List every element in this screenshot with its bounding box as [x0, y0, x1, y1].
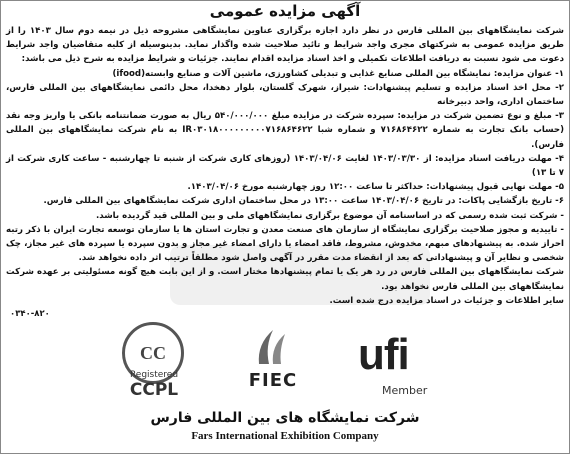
- item-6-opening-date: ۶- تاریخ بازگشایی پاکات: در تاریخ ۱۴۰۳/۰۴/۰۶ ساعت ۱۳:۰۰ در محل ساختمان اداری شرکت نمایشگاههای بین المللی فارس.: [43, 196, 564, 207]
- fiec-logo: [228, 320, 318, 404]
- more-info-note: سایر اطلاعات و جزئیات در اسناد مزایده درج شده است.: [329, 295, 564, 306]
- item-5-final-deadline: ۵- مهلت نهایی قبول پیشنهادات: حداکثر تا ساعت ۱۲:۰۰ روز چهارشنبه مورخ ۱۴۰۳/۰۴/۰۶.: [187, 182, 564, 193]
- reference-number: ۰۳۴۰-۸۲۰: [10, 309, 50, 319]
- condition-registration: - شرکت ثبت شده رسمی که در اساسنامه آن موضوع برگزاری نمایشگاههای ملی و بین المللی قید گردیده باشد.: [95, 210, 564, 221]
- item-4-documents-deadline: ۴- مهلت دریافت اسناد مزایده: از ۱۴۰۳/۰۳/۳۰ لغایت ۱۴۰۳/۰۴/۰۶ (روزهای کاری شرکت از شنبه تا چهارشنبه - ساعت کاری شرکت از ۷ تا ۱۳): [6, 153, 564, 179]
- item-2-location: ۲- محل اخذ اسناد مزایده و تسلیم پیشنهادات: شیراز، شهرک گلستان، بلوار دهخدا، محل دائمی نمایشگاههای بین المللی فارس، ساختمان اداری، واحد دبیرخانه: [6, 82, 564, 108]
- ccpl-registered-label: Registered: [129, 370, 179, 380]
- ufi-name: ufi: [358, 330, 409, 379]
- ufi-logo: [348, 320, 448, 404]
- item-1-title: ۱- عنوان مزایده: نمایشگاه بین المللی صنایع غذایی و تبدیلی کشاورزی، ماشین آلات و صنایع وابسته(ifood): [112, 68, 564, 79]
- company-name-en: Fars International Exhibition Company: [191, 430, 379, 442]
- ccpl-logo: [110, 320, 198, 404]
- condition-license: - تاییدیه و مجوز صلاحیت برگزاری نمایشگاه از سازمان های صنعت معدن و تجارت استان ها یا سازمان توسعه تجارت ایران با ذکر رتبه احراز شده. به پیشنهادهای مبهم، مخدوش، مشروط، فاقد امضاء یا دارای امضاء غیر مجاز و بدون سپرده یا سپرده های غیر مجاز، چک شخصی و نظایر آن و پیشنهاداتی که بعد از انقضاء مدت مقرر در آگهی واصل شود مطلقاً ترتیب اثر داده نخواهد شد.: [6, 224, 564, 264]
- intro-paragraph: شرکت نمایشگاههای بین المللی فارس در نظر دارد اجازه برگزاری عناوین نمایشگاهی مشروحه ذیل در نیمه دوم سال ۱۴۰۳ را از طریق مزایده عمومی به شرکتهای مجری واجد شرایط و تائید صلاحیت شده واگذار نماید. بدینوسیله از کلیه متقاضیان واجد شرایط دعوت می شود نسبت به دریافت اطلاعات تکمیلی و اخذ اسناد مزایده اقدام نمایند. جزئیات و شرایط مزایده به شرح ذیل می باشد:: [6, 26, 564, 65]
- logos-row: [110, 320, 460, 404]
- ufi-member-label: Member: [382, 384, 428, 397]
- ccpl-name: CCPL: [129, 380, 179, 400]
- rejection-note: شرکت نمایشگاههای بین المللی فارس در رد هر یک یا تمام پیشنهادها مختار است. و از این بابت هیچ گونه مسئولیتی بر عهده شرکت نمایشگاههای بین المللی فارس نخواهد بود.: [6, 267, 564, 292]
- ad-body: [6, 24, 564, 308]
- fiec-mark-icon: [253, 324, 293, 368]
- item-3-deposit: ۳- مبلغ و نوع تضمین شرکت در مزایده: سپرده شرکت در مزایده مبلغ ۵۴۰/۰۰۰/۰۰۰ ریال به صورت ضمانتنامه بانکی یا واریز وجه نقد (حساب بانک تجارت به شماره ۷۱۶۸۶۴۶۲۲ و شماره شبا IR۰۳۰۱۸۰۰۰۰۰۰۰۰۰۷۱۶۸۶۴۶۲۲ به نام شرکت نمایشگاههای بین المللی فارس).: [6, 111, 564, 150]
- ad-title: آگهی مزایده عمومی: [209, 2, 361, 20]
- fiec-name: FIEC: [248, 370, 298, 391]
- company-name-fa: شرکت نمایشگاه های بین المللی فارس: [150, 410, 420, 426]
- ccpl-seal-icon: CC: [122, 322, 184, 384]
